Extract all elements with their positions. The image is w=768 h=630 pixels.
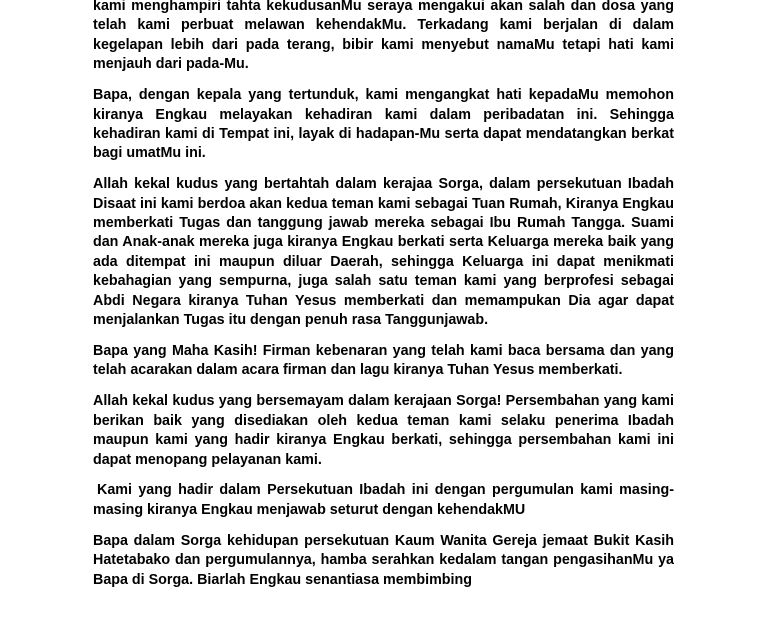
paragraph-offering: Allah kekal kudus yang bersemayam dalam kerajaan Sorga! Persembahan yang kami berikan baik yang disediakan oleh kedua teman kami selaku penerima Ibadah maupun kami yang hadir kiranya Engkau berkati, sehingga persembahan kami ini dapat menopang pelayanan kami.: [93, 393, 674, 468]
paragraph-word-of-god: Bapa yang Maha Kasih! Firman kebenaran yang telah kami baca bersama dan yang telah acarakan dalam acara firman dan lagu kiranya Tuhan Yesus memberkati.: [93, 343, 674, 379]
document-page: [93, 0, 674, 601]
paragraph-confession: kami menghampiri tahta kekudusanMu seraya mengakui akan salah dan dosa yang telah kami perbuat melawan kehendakMu. Terkadang kami berjalan di dalam kegelapan lebih dari pada terang, bibir kami menyebut namaMu tetapi hati kami menjauh dari pada-Mu.: [93, 0, 674, 73]
paragraph-womens-fellowship: Bapa dalam Sorga kehidupan persekutuan Kaum Wanita Gereja jemaat Bukit Kasih Hatetabako dan pergumulannya, hamba serahkan kedalam tangan pengasihanMu ya Bapa di Sorga. Biarlah Engkau senantiasa membimbing: [93, 532, 674, 588]
paragraph-worthiness: Bapa, dengan kepala yang tertunduk, kami mengangkat hati kepadaMu memohon kiranya Engkau melayakan kehadiran kami dalam peribadatan ini. Sehingga kehadiran kami di Tempat ini, layak di hadapan-Mu serta dapat mendatangkan berkat bagi umatMu ini.: [93, 87, 674, 162]
paragraph-hosts-blessing: Allah kekal kudus yang bertahtah dalam kerajaa Sorga, dalam persekutuan Ibadah Disaat ini kami berdoa akan kedua teman kami sebagai Tuan Rumah, Kiranya Engkau memberkati Tugas dan tanggung jawab mereka sebagai Ibu Rumah Tangga. Suami dan Anak-anak mereka juga kiranya Engkau berkati serta Keluarga mereka baik yang ada ditempat ini maupun diluar Daerah, sehingga Keluarga ini dapat menikmati kebahagian yang sempurna, juga salah satu teman kami yang berprofesi sebagai Abdi Negara kiranya Tuhan Yesus memberkati dan memampukan Dia agar dapat menjalankan Tugas itu dengan penuh rasa Tanggunjawab.: [93, 176, 674, 329]
paragraph-personal-struggles: Kami yang hadir dalam Persekutuan Ibadah ini dengan pergumulan kami masing-masing kiranya Engkau menjawab seturut dengan kehendakMU: [93, 482, 674, 518]
